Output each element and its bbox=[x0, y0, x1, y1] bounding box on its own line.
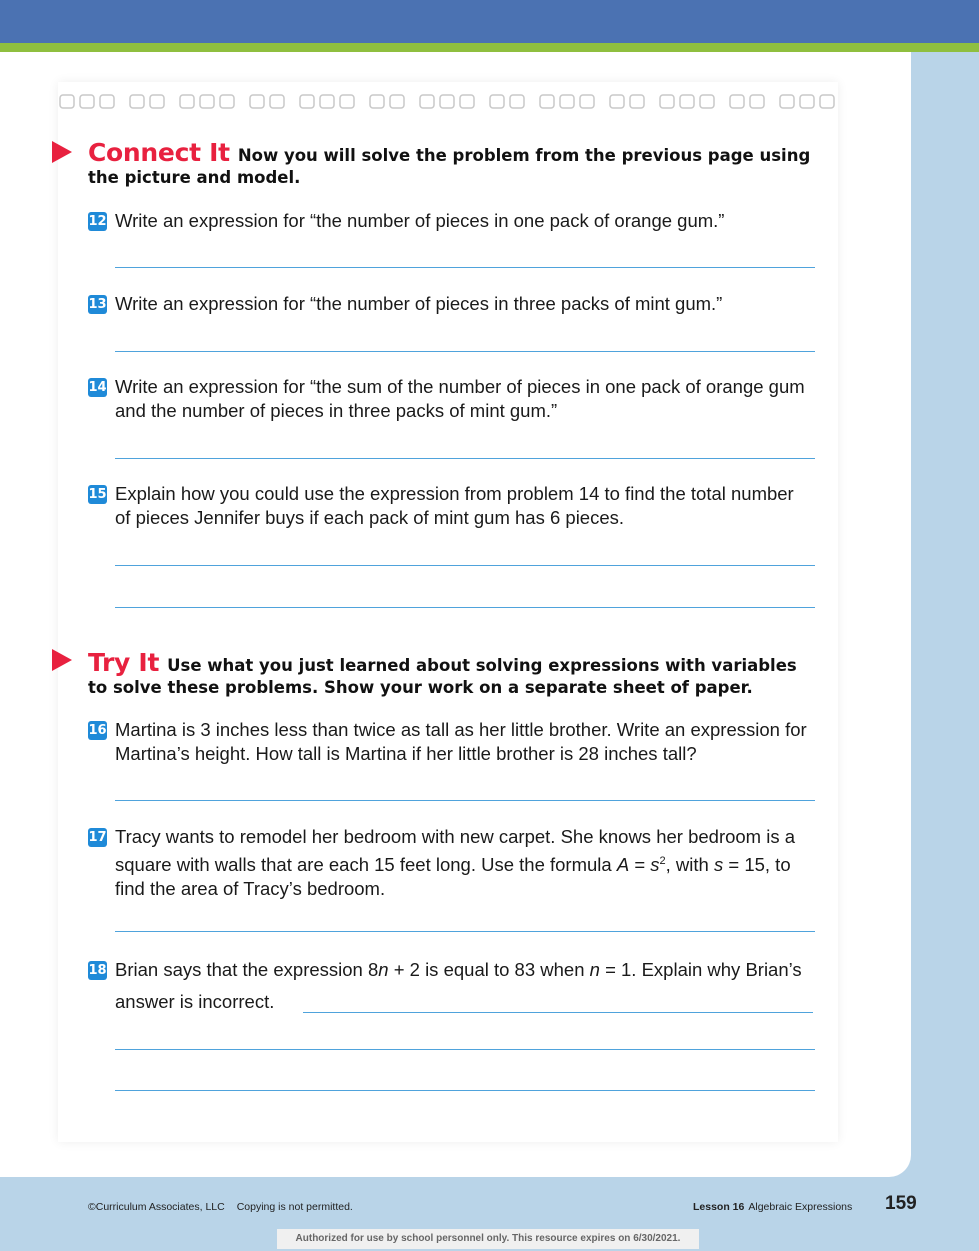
connect-instruction: Now you will solve the problem from the previous page using the picture and model. bbox=[88, 146, 811, 187]
try-instruction: Use what you just learned about solving expressions with variables to solve these problems. Show your work on a separate sheet of paper. bbox=[88, 656, 797, 697]
q18-var-n: n bbox=[378, 959, 389, 980]
question-14 bbox=[88, 375, 813, 423]
answer-line[interactable] bbox=[115, 267, 815, 268]
answer-line[interactable] bbox=[115, 565, 815, 566]
copyright-text: ©Curriculum Associates, LLC bbox=[88, 1201, 225, 1213]
answer-line[interactable] bbox=[115, 931, 815, 932]
question-number: 15 bbox=[88, 487, 107, 502]
footer-copyright bbox=[88, 1201, 353, 1213]
q17-var-s: s bbox=[650, 854, 660, 876]
question-number: 13 bbox=[88, 297, 107, 312]
try-title: Try It bbox=[88, 648, 160, 677]
q18-text-c: = 1. Explain why Brian’s bbox=[599, 959, 802, 980]
q17-text-a: Tracy wants to remodel her bedroom with new carpet. She knows her bedroom is a square with walls that are each 15 feet long. Use the formula bbox=[115, 826, 796, 876]
question-13 bbox=[88, 292, 813, 316]
spiral-holes bbox=[58, 90, 838, 112]
question-number: 14 bbox=[88, 380, 107, 395]
answer-line[interactable] bbox=[303, 1012, 813, 1013]
try-flag-icon bbox=[50, 649, 72, 671]
question-text: Martina is 3 inches less than twice as tall as her little brother. Write an expression for Martina’s height. How tall is Martina if her little brother is 28 inches tall? bbox=[115, 719, 807, 764]
question-16 bbox=[88, 718, 813, 766]
q17-var-a: A bbox=[616, 854, 630, 876]
try-heading bbox=[88, 648, 818, 699]
answer-line[interactable] bbox=[115, 1090, 815, 1091]
authorization-notice: Authorized for use by school personnel only. This resource expires on 6/30/2021. bbox=[277, 1229, 699, 1249]
q17-text-b: , with bbox=[665, 854, 714, 876]
question-number: 18 bbox=[88, 963, 107, 978]
spiral-holes-graphic bbox=[58, 90, 838, 112]
question-text: Write an expression for “the sum of the number of pieces in one pack of orange gum and the number of pieces in three packs of mint gum.” bbox=[115, 376, 805, 421]
connect-flag-icon bbox=[50, 141, 72, 163]
q17-var-s2: s bbox=[713, 854, 724, 876]
lesson-title: Algebraic Expressions bbox=[748, 1201, 853, 1213]
footer-lesson bbox=[693, 1201, 852, 1213]
q18-text-b: + 2 is equal to 83 when bbox=[388, 959, 590, 980]
question-text: Write an expression for “the number of pieces in one pack of orange gum.” bbox=[115, 210, 725, 231]
question-number: 17 bbox=[88, 830, 107, 845]
question-text: Explain how you could use the expression from problem 14 to find the total number of pieces Jennifer buys if each pack of mint gum has 6 pieces. bbox=[115, 483, 794, 528]
q18-var-n2: n bbox=[589, 959, 600, 980]
answer-line[interactable] bbox=[115, 800, 815, 801]
page-number: 159 bbox=[885, 1193, 917, 1214]
question-18 bbox=[88, 958, 813, 1014]
answer-line[interactable] bbox=[115, 351, 815, 352]
question-15 bbox=[88, 482, 813, 530]
question-number: 16 bbox=[88, 723, 107, 738]
question-number: 12 bbox=[88, 214, 107, 229]
answer-line[interactable] bbox=[115, 1049, 815, 1050]
q17-sup: 2 bbox=[659, 855, 666, 867]
answer-line[interactable] bbox=[115, 607, 815, 608]
q18-text-a: Brian says that the expression 8 bbox=[115, 959, 379, 980]
question-17 bbox=[88, 825, 813, 901]
top-banner bbox=[0, 0, 979, 43]
q17-eq2: = 15, to find the area of Tracy’s bedroom. bbox=[115, 854, 791, 900]
lesson-label: Lesson 16 bbox=[693, 1201, 745, 1213]
connect-title: Connect It bbox=[88, 138, 230, 167]
question-12 bbox=[88, 209, 813, 233]
q18-text-d: answer is incorrect. bbox=[115, 991, 275, 1012]
question-text bbox=[115, 958, 813, 982]
answer-line[interactable] bbox=[115, 458, 815, 459]
q18-answer-row bbox=[115, 990, 813, 1014]
copy-notice: Copying is not permitted. bbox=[236, 1201, 353, 1213]
question-text: Write an expression for “the number of pieces in three packs of mint gum.” bbox=[115, 293, 723, 314]
q17-eq1: = bbox=[629, 854, 651, 876]
top-stripe bbox=[0, 43, 979, 52]
connect-heading bbox=[88, 138, 818, 189]
question-text bbox=[115, 825, 813, 901]
